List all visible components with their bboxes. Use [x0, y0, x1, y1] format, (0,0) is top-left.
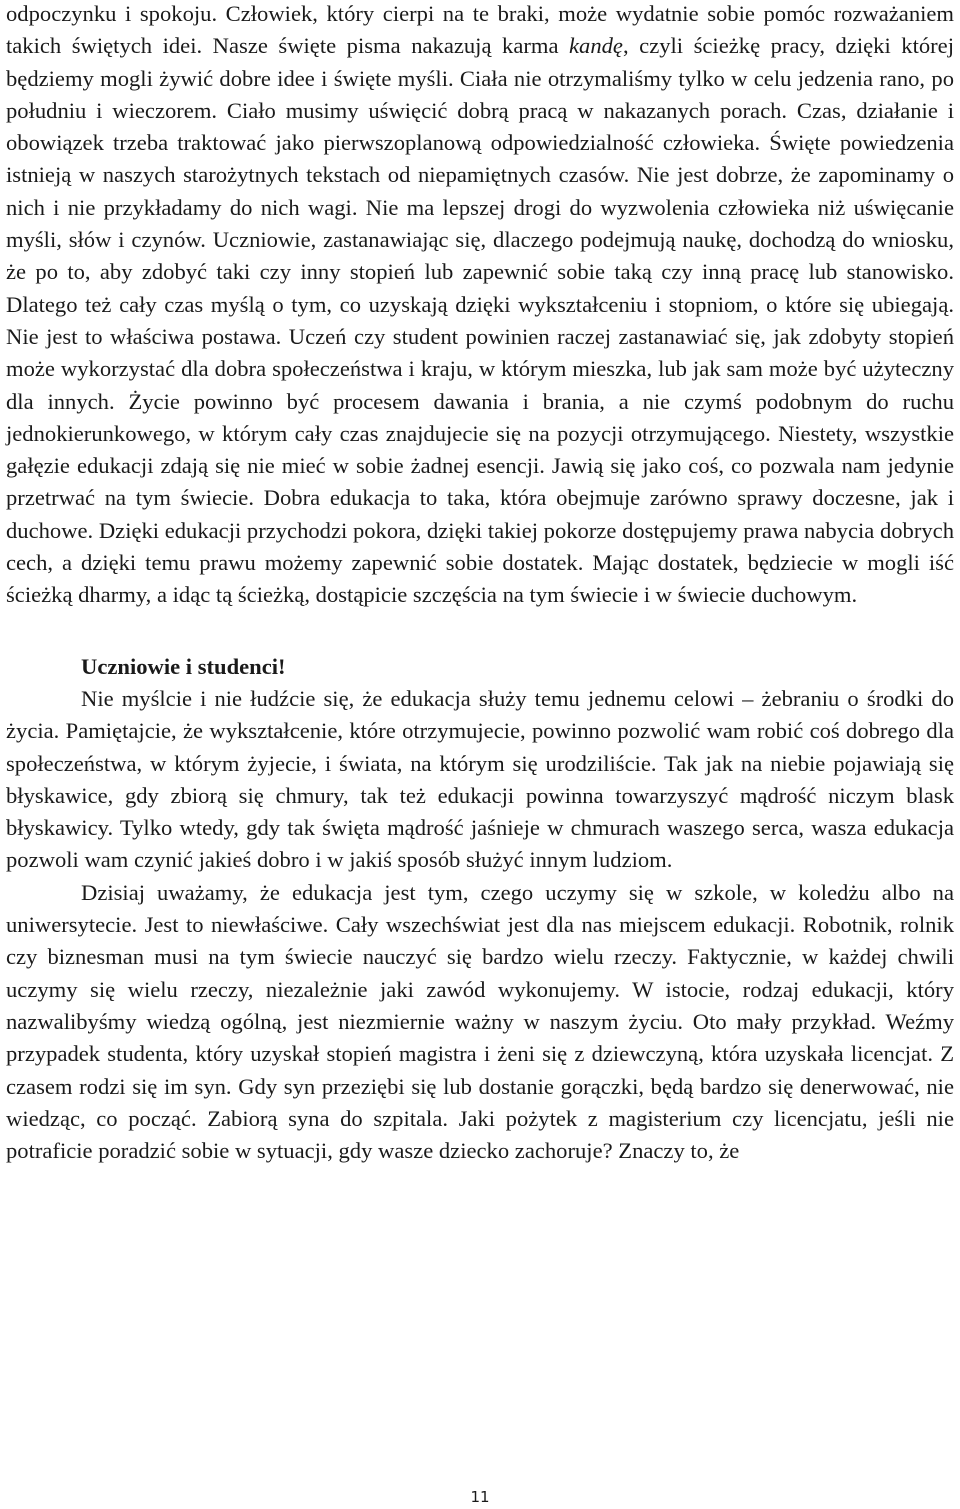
paragraph-1 [6, 0, 954, 612]
paragraph-1-text-b: , czyli ścieżkę pracy, dzięki której będziemy mogli żywić dobre idee i święte myśli. Ciała nie otrzymaliśmy tylko w celu jedzenia rano, po południu i wieczorem. Ciało musimy uświęcić dobrą pracą w nakazanych porach. Czas, działanie i obowiązek trzeba traktować jako pierwszoplanową odpowiedzialność człowieka. Święte powiedzenia istnieją w naszych starożytnych tekstach od niepamiętnych czasów. Nie jest dobrze, że zapominamy o nich i nie przykładamy do nich wagi. Nie ma lepszej drogi do wyzwolenia człowieka niż uświęcanie myśli, słów i czynów. Uczniowie, zastanawiając się, dlaczego podejmują naukę, dochodzą do wniosku, że po to, aby zdobyć taki czy inny stopień lub zapewnić sobie taką czy inną pracę lub stanowisko. Dlatego też cały czas myślą o tym, co uzyskają dzięki wykształceniu i stopniom, o które się ubiegają. Nie jest to właściwa postawa. Uczeń czy student powinien raczej zastanawiać się, jak zdobyty stopień może wykorzystać dla dobra społeczeństwa i kraju, w którym mieszka, lub jak sam może być użyteczny dla innych. Życie powinno być procesem dawania i brania, a nie czymś podobnym do ruchu jednokierunkowego, w którym cały czas znajdujecie się na pozycji otrzymującego. Niestety, wszystkie gałęzie edukacji zdają się nie mieć w sobie żadnej esencji. Jawią się jako coś, co pozwala nam jedynie przetrwać na tym świecie. Dobra edukacja to taka, która obejmuje zarówno sprawy doczesne, jak i duchowe. Dzięki edukacji przychodzi pokora, dzięki takiej pokorze dostępujemy prawa nabycia dobrych cech, a dzięki temu prawu możemy zapewnić sobie dostatek. Mając dostatek, będziecie w mogli iść ścieżką dharmy, a idąc tą ścieżką, dostąpicie szczęścia na tym świecie i w świecie duchowym. [6, 33, 954, 608]
paragraph-2: Nie myślcie i nie łudźcie się, że edukacja służy temu jednemu celowi – żebraniu o środki do życia. Pamiętajcie, że wykształcenie, które otrzymujecie, powinno pozwolić wam robić coś dobrego dla społeczeństwa, w którym żyjecie, i świata, na którym się urodziliście. Tak jak na niebie pojawiają się błyskawice, gdy zbiorą się chmury, tak też edukacji powinna towarzyszyć mądrość niczym blask błyskawicy. Tylko wtedy, gdy tak święta mądrość jaśnieje w chmurach waszego serca, wasza edukacja pozwoli wam czynić jakieś dobro i w jakiś sposób służyć innym ludziom. [6, 685, 954, 873]
emphasized-term: kandę [569, 33, 623, 59]
document-page [6, 0, 954, 1167]
paragraph-3: Dzisiaj uważamy, że edukacja jest tym, czego uczymy się w szkole, w koledżu albo na uniwersytecie. Jest to niewłaściwe. Cały wszechświat jest dla nas miejscem edukacji. Robotnik, rolnik czy biznesman musi na tym świecie nauczyć się bardzo wielu rzeczy. Faktycznie, w każdej chwili uczymy się wielu rzeczy, niezależnie jaki zawód wykonujemy. W istocie, rodzaj edukacji, który nazwalibyśmy wiedzą ogólną, jest niezmiernie ważny w naszym życiu. Oto mały przykład. Weźmy przypadek studenta, który uzyskał stopień magistra i żeni się z dziewczyną, która uzyskała licencjat. Z czasem rodzi się im syn. Gdy syn przeziębi się lub dostanie gorączki, będą bardzo się denerwować, nie wiedząc, co począć. Zabiorą syna do szpitala. Jaki pożytek z magisterium czy licencjatu, jeśli nie potraficie poradzić sobie w sytuacji, gdy wasze dziecko zachoruje? Znaczy to, że [6, 879, 954, 1164]
page-number: 11 [470, 1488, 490, 1506]
paragraph-1-text-a: odpoczynku i spokoju. Człowiek, który cierpi na te braki, może wydatnie sobie pomóc rozważaniem takich świętych idei. Nasze święte pisma nakazują karma [6, 1, 954, 59]
section-heading: Uczniowie i studenci! [81, 653, 286, 679]
